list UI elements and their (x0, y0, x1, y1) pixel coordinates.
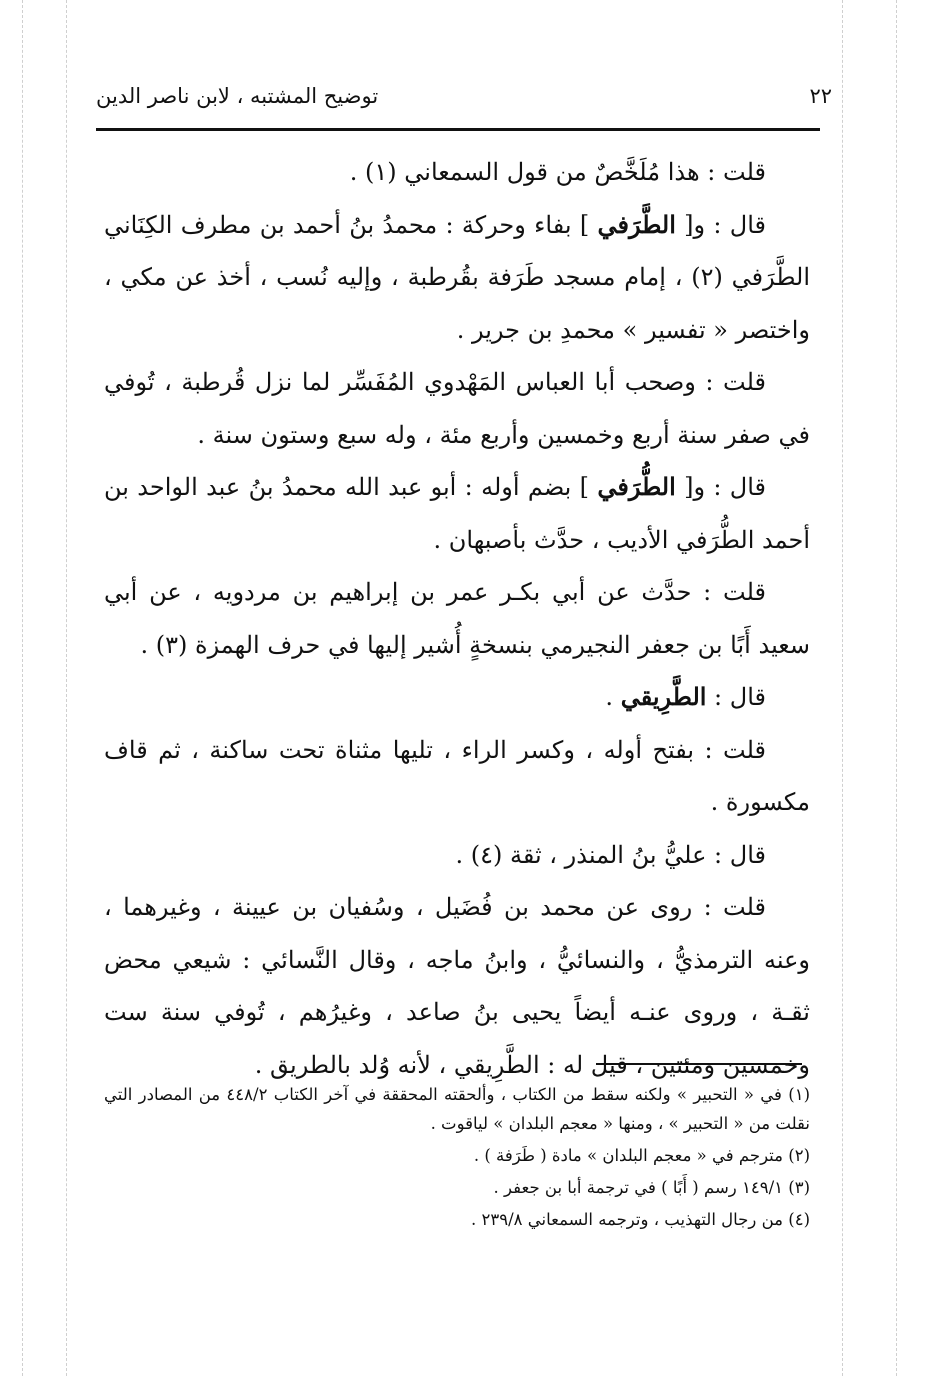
running-title: توضيح المشتبه ، لابن ناصر الدين (96, 84, 379, 108)
paragraph: قلت : هذا مُلَخَّصٌ من قول السمعاني (١) . (349, 158, 766, 186)
entry-term: الطُّرَفي (597, 472, 676, 501)
header-rule (96, 128, 820, 131)
paragraph: قال : و[ الطُّرَفي ] بضم أوله : أبو عبد الله محمدُ بنُ عبد الواحد بن أحمد الطُّرَفي الأديب ، حدَّث بأصبهان . (104, 472, 810, 554)
footnote: (٣) ١٤٩/١ رسم ( أَبًا ) في ترجمة أبا بن جعفر . (493, 1178, 810, 1197)
scan-guide-line (66, 0, 67, 1376)
paragraph: قلت : وصحب أبا العباس المَهْدوي المُفَسِّر لما نزل قُرطبة ، تُوفي في صفر سنة أربع وخمسين وأربع مئة ، وله سبع وستون سنة . (104, 368, 810, 449)
paragraph: قلت : بفتح أوله ، وكسر الراء ، تليها مثناة تحت ساكنة ، ثم قاف مكسورة . (104, 735, 810, 816)
entry-term: الطَّرِيقي (620, 682, 707, 711)
main-text (104, 146, 810, 1091)
page-number: ٢٢ (809, 84, 832, 108)
scan-guide-line (22, 0, 23, 1376)
footnote: (١) في « التحبير » ولكنه سقط من الكتاب ، وألحقته المحققة في آخر الكتاب ٤٤٨/٢ من المصادر التي نقلت من « التحبير » ، ومنها « معجم البلدان » لياقوت . (104, 1085, 810, 1133)
paragraph: قال : الطَّرِيقي . (605, 682, 766, 711)
scan-guide-line (842, 0, 843, 1376)
paragraph: قلت : روى عن محمد بن فُضَيل ، وسُفيان بن عيينة ، وغيرهما ، وعنه الترمذيُّ ، والنسائيُّ ، وابنُ ماجه ، وقال النَّسائي : شيعي محض ثقـة ، وروى عنـه أيضاً يحيى بنُ صاعد ، وغيرُهم ، تُوفي سنة ست وخمسين ومئتين ، قيل له : الطَّرِيقي ، لأنه وُلد بالطريق . (104, 893, 810, 1079)
scan-guide-line (896, 0, 897, 1376)
running-header (96, 84, 832, 118)
paragraph: قال : عليُّ بنُ المنذر ، ثقة (٤) . (455, 840, 766, 869)
entry-term: الطَّرَفي (597, 209, 676, 239)
paragraph: قلت : حدَّث عن أبي بكـر عمر بن إبراهيم بن مردويه ، عن أبي سعيد أَبًا بن جعفر النجيرمي بنسخةٍ أُشير إليها في حرف الهمزة (٣) . (104, 578, 810, 659)
footnote: (٢) مترجم في « معجم البلدان » مادة ( طَرَفة ) . (473, 1146, 810, 1165)
paragraph: قال : و[ الطَّرَفي ] بفاء وحركة : محمدُ بنُ أحمد بن مطرف الكِنَاني الطَّرَفي (٢) ، إمام مسجد طَرَفة بقُرطبة ، وإليه نُسب ، أخذ عن مكي ، واختصر « تفسير » محمدِ بن جرير . (104, 209, 810, 344)
footnote: (٤) من رجال التهذيب ، وترجمه السمعاني ٢٣٩/٨ . (471, 1210, 810, 1229)
footnote-rule (596, 1063, 802, 1065)
footnotes (104, 1080, 810, 1237)
